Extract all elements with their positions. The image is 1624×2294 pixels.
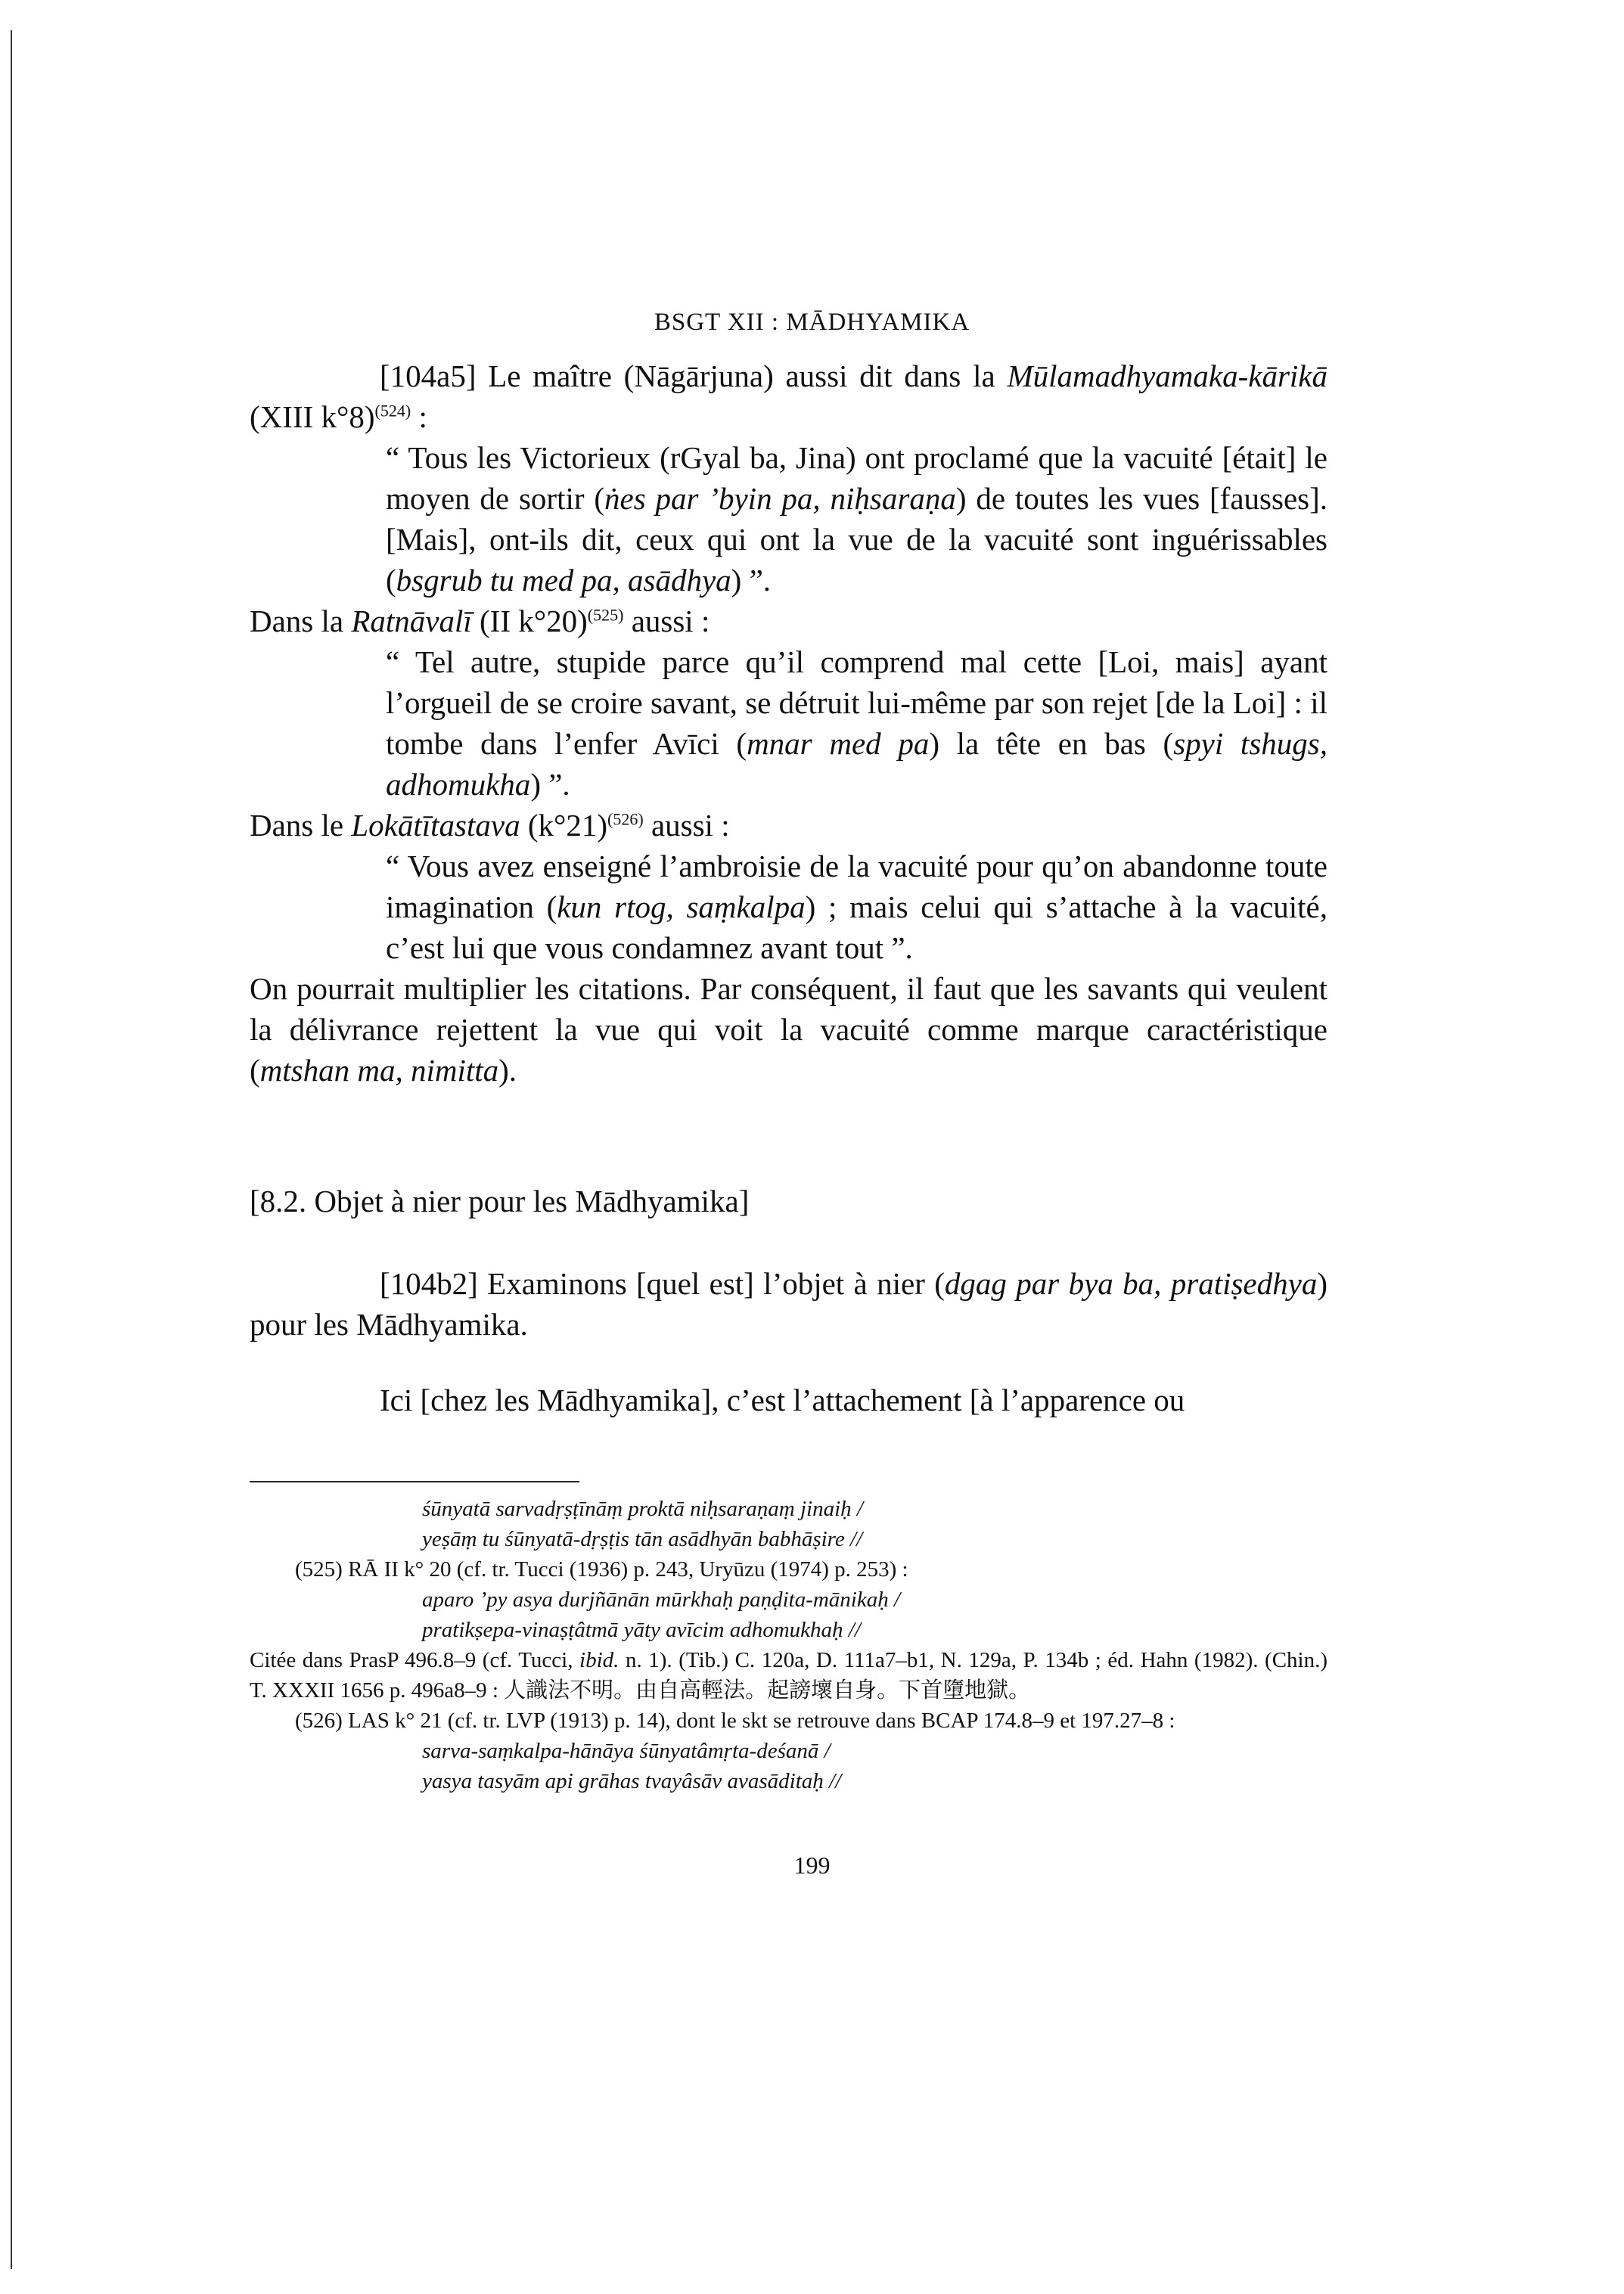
title-mulamadhyamaka: Mūlamadhyamaka-kārikā: [1007, 359, 1327, 393]
paragraph-citations: On pourrait multiplier les citations. Par conséquent, il faut que les savants qui veulent la délivrance rejettent la vue qui voit la vacuité comme marque caractéristique (mtshan ma, nimitta).: [250, 971, 1327, 1088]
footnote-verse-524-line-2: yeṣāṃ tu śūnyatā-dṛṣṭis tān asādhyān babhāṣire //: [422, 1527, 863, 1551]
footnote-verse-524-line-1: śūnyatā sarvadṛṣṭīnāṃ proktā niḥsaraṇaṃ jinaiḥ /: [422, 1497, 863, 1521]
page-number: 199: [793, 1852, 831, 1879]
footnote-ref-526: (526): [607, 809, 644, 829]
footnote-525: (525) RĀ II k° 20 (cf. tr. Tucci (1936) p. 243, Uryūzu (1974) p. 253) :: [295, 1557, 908, 1582]
running-head: BSGT XII : MĀDHYAMIKA: [654, 309, 970, 336]
footnote-rule: [250, 1481, 579, 1482]
main-text: [250, 355, 1327, 1091]
left-margin-line: [11, 30, 12, 2269]
footnote-ref-524: (524): [374, 401, 411, 421]
section-heading-8-2: [8.2. Objet à nier pour les Mādhyamika]: [250, 1184, 750, 1218]
footnotes: [250, 1494, 1327, 1796]
paragraph-lokatitastava: Dans le Lokātītastava $(k^\circ 21)^{(526)}$ aussi :: [250, 808, 730, 843]
title-lokatitastava: Lokātītastava: [351, 808, 520, 843]
main-text-section-2: [250, 1263, 1327, 1420]
quote-1: “ Tous les Victorieux (rGyal ba, Jina) ont proclamé que la vacuité [était] le moyen de sortir (ṅes par ’byin pa, niḥsaraṇa) de toutes les vues [fausses]. [Mais], ont-ils dit, ceux qui ont la vue de la vacuité sont inguérissables (bsgrub tu med pa, asādhya) ”.: [386, 440, 1328, 598]
paragraph-104a5: [104a5] Le maître (Nāgārjuna) aussi dit dans la Mūlamadhyamaka-kārikā (XIII k°8)$^{(524)}$ :: [250, 359, 1327, 434]
footnote-verse-526-line-2: yasya tasyām api grāhas tvayâsāv avasāditaḥ //: [422, 1769, 842, 1793]
quote-2: “ Tel autre, stupide parce qu’il comprend mal cette [Loi, mais] ayant l’orgueil de se croire savant, se détruit lui-même par son rejet [de la Loi] : il tombe dans l’enfer Avīci (mnar med pa) la tête en bas (spyi tshugs, adhomukha) ”.: [386, 644, 1327, 802]
footnote-ref-525: (525): [587, 605, 624, 625]
paragraph-ratnavali: Dans la Ratnāvalī (II k°20)$^{(525)}$ aussi :: [250, 604, 710, 638]
footnote-526: (526) LAS k° 21 (cf. tr. LVP (1913) p. 14), dont le skt se retrouve dans BCAP 174.8–9 et 197.27–8 :: [295, 1709, 1175, 1733]
footnote-verse-525-line-2: pratikṣepa-vinaṣṭâtmā yāty avīcim adhomukhaḥ //: [422, 1618, 861, 1642]
paragraph-104b2: [104b2] Examinons [quel est] l’objet à nier (dgag par bya ba, pratiṣedhya) pour les Mādhyamika.: [250, 1266, 1327, 1342]
quote-3: “ Vous avez enseigné l’ambroisie de la vacuité pour qu’on abandonne toute imagination (kun rtog, saṃkalpa) ; mais celui qui s’attache à la vacuité, c’est lui que vous condamnez avant tout ”.: [386, 849, 1327, 965]
paragraph-ici: Ici [chez les Mādhyamika], c’est l’attachement [à l’apparence ou: [380, 1383, 1185, 1417]
footnote-verse-526-line-1: sarva-saṃkalpa-hānāya śūnyatâmṛta-deśanā /: [422, 1739, 831, 1763]
footnote-verse-525-line-1: aparo ’py asya durjñānān mūrkhaḥ paṇḍita-mānikaḥ /: [422, 1588, 901, 1612]
footnote-525-continued: Citée dans PrasP 496.8–9 (cf. Tucci, ibid. n. 1). (Tib.) C. 120a, D. 111a7–b1, N. 129a, P. 134b ; éd. Hahn (1982). (Chin.) T. XXXII 1656 p. 496a8–9 : 人識法不明。由自高輕法。起謗壞自身。下首墮地獄。: [250, 1648, 1327, 1703]
title-ratnavali: Ratnāvalī: [351, 604, 472, 638]
